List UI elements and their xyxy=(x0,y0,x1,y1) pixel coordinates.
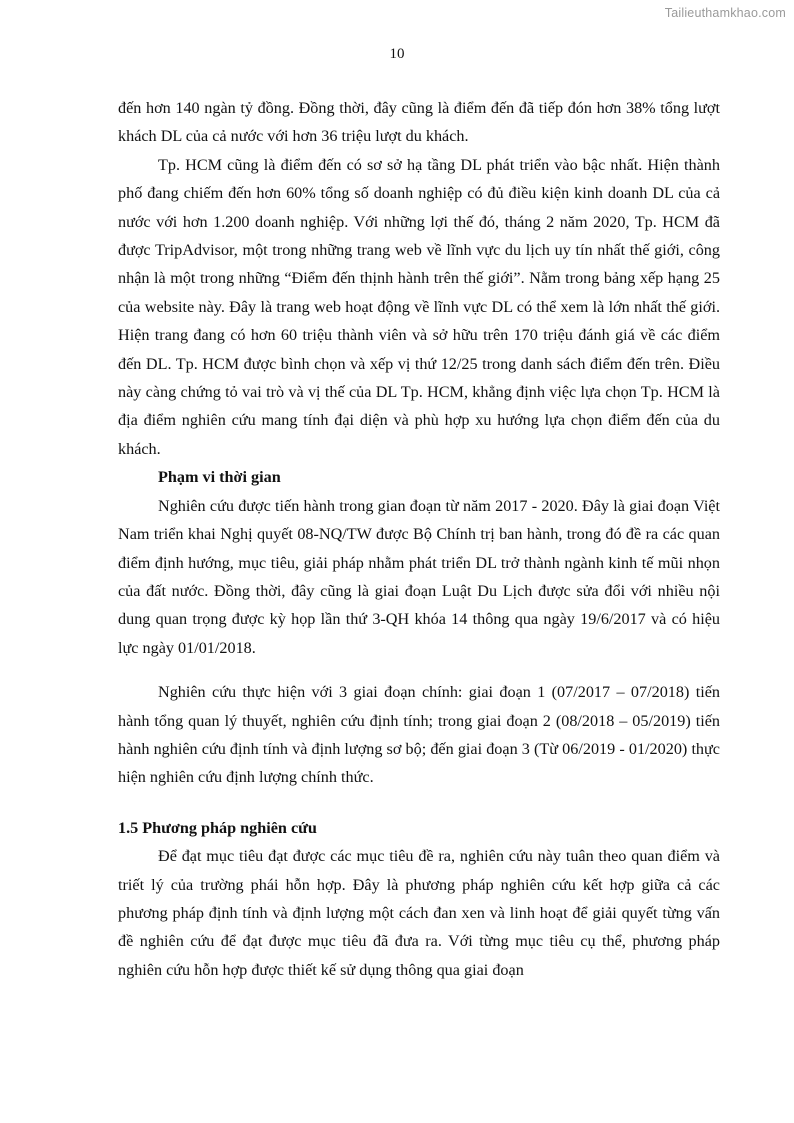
page-number: 10 xyxy=(389,46,405,62)
document-body xyxy=(118,94,720,984)
paragraph-methodology: Để đạt mục tiêu đạt được các mục tiêu đề ra, nghiên cứu này tuân theo quan điểm và triết lý của trường phái hỗn hợp. Đây là phương pháp nghiên cứu kết hợp giữa cả các phương pháp định tính và định lượng một cách đan xen và linh hoạt để giải quyết từng vấn đề nghiên cứu để đạt được mục tiêu đã đưa ra. Với từng mục tiêu cụ thể, phương pháp nghiên cứu hỗn hợp được thiết kế sử dụng thông qua giai đoạn xyxy=(118,847,720,979)
paragraph-research-phases: Nghiên cứu thực hiện với 3 giai đoạn chính: giai đoạn 1 (07/2017 – 07/2018) tiến hành tổng quan lý thuyết, nghiên cứu định tính; trong giai đoạn 2 (08/2018 – 05/2019) tiến hành nghiên cứu định tính và định lượng sơ bộ; đến giai đoạn 3 (Từ 06/2019 - 01/2020) thực hiện nghiên cứu định lượng chính thức. xyxy=(118,683,720,787)
section-heading-methodology: 1.5 Phương pháp nghiên cứu xyxy=(118,818,317,837)
watermark-text: Tailieuthamkhao.com xyxy=(664,6,786,20)
subheading-time-scope: Phạm vi thời gian xyxy=(158,468,281,487)
paragraph-time-period: Nghiên cứu được tiến hành trong gian đoạn từ năm 2017 - 2020. Đây là giai đoạn Việt Nam triển khai Nghị quyết 08-NQ/TW được Bộ Chính trị ban hành, trong đó đề ra các quan điểm định hướng, mục tiêu, giải pháp nhằm phát triển DL trở thành ngành kinh tế mũi nhọn của đất nước. Đồng thời, đây cũng là giai đoạn Luật Du Lịch được sửa đổi với nhiều nội dung quan trọng được kỳ họp lần thứ 3-QH khóa 14 thông qua ngày 19/6/2017 và có hiệu lực ngày 01/01/2018. xyxy=(118,496,720,657)
paragraph-continuation: đến hơn 140 ngàn tỷ đồng. Đồng thời, đây cũng là điểm đến đã tiếp đón hơn 38% tổng lượt khách DL của cả nước với hơn 36 triệu lượt du khách. xyxy=(118,99,720,146)
paragraph-infrastructure: Tp. HCM cũng là điểm đến có sơ sở hạ tầng DL phát triển vào bậc nhất. Hiện thành phố đang chiếm đến hơn 60% tổng số doanh nghiệp có đủ điều kiện kinh doanh DL của cả nước với hơn 1.200 doanh nghiệp. Với những lợi thế đó, tháng 2 năm 2020, Tp. HCM đã được TripAdvisor, một trong những trang web về lĩnh vực du lịch uy tín nhất thế giới, công nhận là một trong những “Điểm đến thịnh hành trên thế giới”. Nằm trong bảng xếp hạng 25 của website này. Đây là trang web hoạt động về lĩnh vực DL có thể xem là lớn nhất thế giới. Hiện trang đang có hơn 60 triệu thành viên và sở hữu trên 170 triệu đánh giá về các điểm đến DL. Tp. HCM được bình chọn và xếp vị thứ 12/25 trong danh sách điểm đến trên. Điều này càng chứng tỏ vai trò và vị thế của DL Tp. HCM, khẳng định việc lựa chọn Tp. HCM là địa điểm nghiên cứu mang tính đại diện và phù hợp xu hướng lựa chọn điểm đến của du khách. xyxy=(118,155,720,458)
